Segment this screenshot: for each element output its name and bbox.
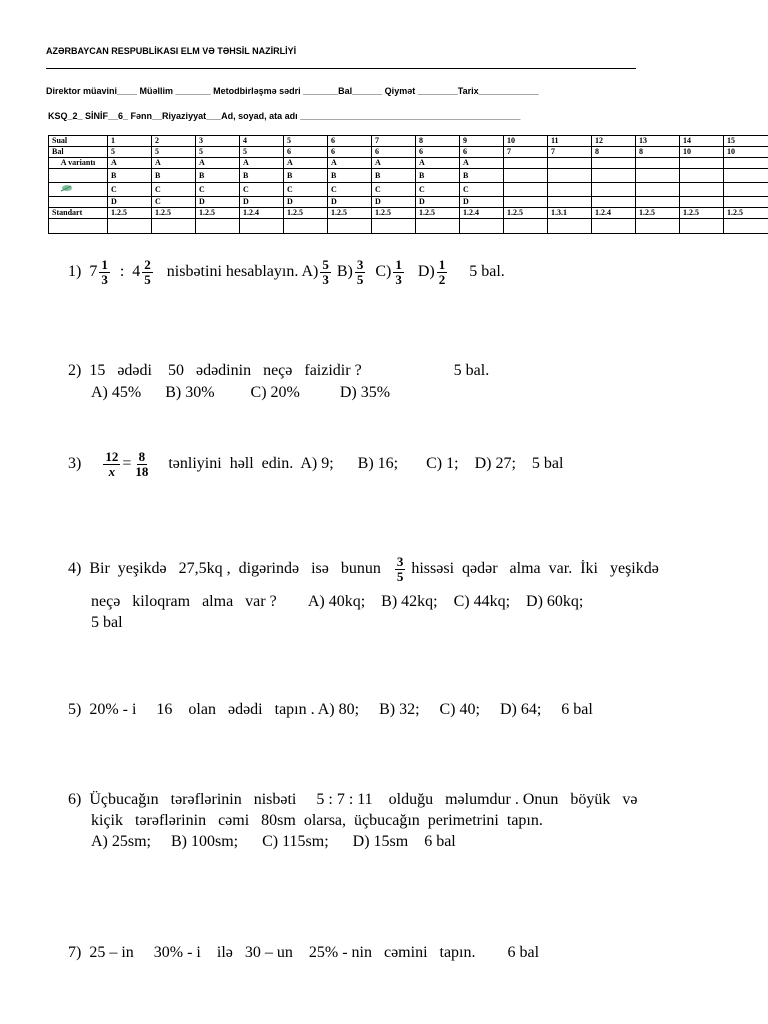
sual-row-cell: 14 (680, 136, 724, 147)
variant-b-row-cell: B (284, 169, 328, 183)
bal-row-cell: 6 (284, 147, 328, 158)
standart-row-cell: 1.2.5 (284, 208, 328, 219)
variant-d-row-cell (548, 197, 592, 208)
variant-b-row-cell: B (240, 169, 284, 183)
bal-row-cell: 6 (460, 147, 504, 158)
variant-b-row-cell: B (108, 169, 152, 183)
variant-a-row-cell: A (240, 158, 284, 169)
variant-b-row (49, 169, 768, 183)
variant-a-row-cell (504, 158, 548, 169)
variant-a-row-cell (592, 158, 636, 169)
variant-a-row-cell: A (152, 158, 196, 169)
standart-row-cell: 1.2.5 (636, 208, 680, 219)
fraction: $\frac{3}{5}$ (396, 554, 404, 584)
question-4-points: 5 bal (91, 614, 123, 631)
fraction: $\frac{3}{5}$ (356, 257, 364, 287)
variant-b-row-cell: B (152, 169, 196, 183)
variant-b-row-cell: B (416, 169, 460, 183)
standart-row-cell: 1.2.5 (724, 208, 768, 219)
variant-d-row-cell: D (108, 197, 152, 208)
standart-row-cell: 1.2.5 (108, 208, 152, 219)
variant-b-row-cell: B (372, 169, 416, 183)
sual-row-cell: 12 (592, 136, 636, 147)
variant-b-row-cell (592, 169, 636, 183)
variant-c-row-cell: C (108, 183, 152, 197)
sual-row-cell: 9 (460, 136, 504, 147)
blank-row (49, 219, 768, 234)
blank-cell (196, 219, 240, 234)
blank-cell (680, 219, 724, 234)
variant-a-row-cell (680, 158, 724, 169)
ministry-title: AZƏRBAYCAN RESPUBLİKASI ELM VƏ TƏHSİL NAZİRLİYİ (46, 46, 297, 56)
signature-line: Direktor müavini____ Müəllim _______ Metodbirləşmə sədri _______Bal______ Qiymət ________Tarix____________ (46, 86, 539, 96)
bal-row-cell: 10 (680, 147, 724, 158)
variant-c-row-cell (504, 183, 548, 197)
blank-cell (548, 219, 592, 234)
variant-b-row-cell: B (460, 169, 504, 183)
question-6-options: A) 25sm; B) 100sm; C) 115sm; D) 15sm 6 bal (91, 833, 456, 850)
variant-a-row-cell: A (460, 158, 504, 169)
variant-d-row-cell (504, 197, 548, 208)
standart-row-cell: 1.3.1 (548, 208, 592, 219)
question-7: 7) 25 – in 30% - i ilə 30 – un 25% - nin cəmini tapın. 6 bal (68, 944, 540, 961)
variant-a-row-cell: A (328, 158, 372, 169)
bal-row-cell: 8 (592, 147, 636, 158)
fraction: $\frac{1}{3}$ (101, 257, 108, 287)
standart-row-cell: 1.2.5 (152, 208, 196, 219)
variant-d-row-label (49, 197, 108, 208)
variant-a-row-cell: A (108, 158, 152, 169)
variant-c-row-cell: C (328, 183, 372, 197)
bal-row-cell: 8 (636, 147, 680, 158)
bal-row-label: Bal (49, 147, 108, 158)
bal-row-cell: 6 (328, 147, 372, 158)
variant-c-row-cell (548, 183, 592, 197)
variant-d-row (49, 197, 768, 208)
fraction: $\frac{2}{5}$ (144, 257, 151, 287)
standart-row (49, 208, 768, 219)
fraction: $\frac{5}{3}$ (322, 257, 329, 287)
blank-cell (108, 219, 152, 234)
blank-cell (152, 219, 196, 234)
bal-row-cell: 5 (240, 147, 284, 158)
variant-a-row (49, 158, 768, 169)
variant-d-row-cell: D (328, 197, 372, 208)
sual-row (49, 136, 768, 147)
variant-a-row-cell (636, 158, 680, 169)
bal-row-cell: 10 (724, 147, 768, 158)
standart-row-cell: 1.2.5 (196, 208, 240, 219)
bal-row-cell: 5 (108, 147, 152, 158)
variant-c-row (49, 183, 768, 197)
variant-b-row-cell: B (196, 169, 240, 183)
variant-c-row-cell (592, 183, 636, 197)
variant-c-row-label (49, 183, 108, 197)
standart-row-label: Standart (49, 208, 108, 219)
fraction: $\frac{1}{2}$ (438, 257, 446, 287)
blank-cell (49, 219, 108, 234)
bal-row-cell: 5 (196, 147, 240, 158)
variant-d-row-cell (592, 197, 636, 208)
sual-row-cell: 2 (152, 136, 196, 147)
sual-row-cell: 13 (636, 136, 680, 147)
question-5: 5) 20% - i 16 olan ədədi tapın . A) 80; B) 32; C) 40; D) 64; 6 bal (68, 701, 593, 718)
variant-a-row-cell: A (196, 158, 240, 169)
variant-d-row-cell: D (372, 197, 416, 208)
standart-row-cell: 1.2.4 (460, 208, 504, 219)
bal-row-cell: 6 (372, 147, 416, 158)
sual-row-cell: 3 (196, 136, 240, 147)
question-2: 2) 15 ədədi 50 ədədinin neçə faizidir ? 5 bal. (68, 362, 490, 379)
sual-row-cell: 11 (548, 136, 592, 147)
question-6: 6) Üçbucağın tərəflərinin nisbəti 5 : 7 : 11 olduğu məlumdur . Onun böyük və (68, 791, 638, 808)
fraction: $\frac{8}{18}$ (135, 449, 149, 479)
blank-cell (240, 219, 284, 234)
bal-row-cell: 5 (152, 147, 196, 158)
variant-c-row-cell (636, 183, 680, 197)
variant-b-row-cell: B (328, 169, 372, 183)
question-1: 1) 7 $\frac{1}{3}$ : 4 $\frac{2}{5}$ nisbətini hesablayın. A) $\frac{5}{3}$ B) $\frac{3}{5}$ C) $\frac{1}{3}$ D) $\frac{1}{2}$ 5 bal. (68, 257, 505, 287)
variant-d-row-cell: D (416, 197, 460, 208)
blank-cell (724, 219, 768, 234)
variant-d-row-cell: D (460, 197, 504, 208)
variant-b-row-cell (724, 169, 768, 183)
blank-cell (460, 219, 504, 234)
standart-row-cell: 1.2.5 (372, 208, 416, 219)
student-info-line: KSQ_2_ SİNİF__6_ Fənn__Riyaziyyat___Ad, soyad, ata adı ____________________________________________ (48, 111, 521, 121)
standart-row-cell: 1.2.4 (592, 208, 636, 219)
sual-row-cell: 4 (240, 136, 284, 147)
standart-row-cell: 1.2.5 (504, 208, 548, 219)
blank-cell (328, 219, 372, 234)
sual-row-cell: 10 (504, 136, 548, 147)
blank-cell (504, 219, 548, 234)
header-divider (46, 68, 636, 69)
variant-b-row-cell (504, 169, 548, 183)
sual-row-cell: 1 (108, 136, 152, 147)
blank-cell (372, 219, 416, 234)
variant-b-row-cell (680, 169, 724, 183)
sual-row-cell: 6 (328, 136, 372, 147)
sual-row-cell: 15 (724, 136, 768, 147)
variant-a-row-label: A variantı (49, 158, 108, 169)
variant-c-row-cell: C (240, 183, 284, 197)
leaf-logo-icon (59, 183, 73, 193)
variant-d-row-cell: D (196, 197, 240, 208)
variant-b-row-cell (548, 169, 592, 183)
variant-c-row-cell: C (372, 183, 416, 197)
variant-d-row-cell: D (284, 197, 328, 208)
bal-row-cell: 6 (416, 147, 460, 158)
variant-c-row-cell: C (416, 183, 460, 197)
answer-table (48, 135, 768, 234)
variant-c-row-cell: C (196, 183, 240, 197)
variant-a-row-cell: A (372, 158, 416, 169)
variant-d-row-cell (636, 197, 680, 208)
question-3: 3) $\frac{12}{x}$ = $\frac{8}{18}$ tənliyini həll edin. A) 9; B) 16; C) 1; D) 27; 5 bal (68, 449, 564, 479)
standart-row-cell: 1.2.5 (680, 208, 724, 219)
variant-c-row-cell (724, 183, 768, 197)
variant-d-row-cell: D (240, 197, 284, 208)
variant-a-row-cell (548, 158, 592, 169)
variant-a-row-cell: A (284, 158, 328, 169)
standart-row-cell: 1.2.5 (328, 208, 372, 219)
variant-c-row-cell: C (460, 183, 504, 197)
standart-row-cell: 1.2.4 (240, 208, 284, 219)
blank-cell (416, 219, 460, 234)
sual-row-label: Sual (49, 136, 108, 147)
question-6-line2: kiçik tərəflərinin cəmi 80sm olarsa, üçbucağın perimetrini tapın. (91, 812, 543, 829)
bal-row (49, 147, 768, 158)
question-4: 4) Bir yeşikdə 27,5kq , digərində isə bunun $\frac{3}{5}$ hissəsi qədər alma var. İki yeşikdə (68, 554, 659, 584)
bal-row-cell: 7 (504, 147, 548, 158)
bal-row-cell: 7 (548, 147, 592, 158)
variant-c-row-cell: C (152, 183, 196, 197)
variant-a-row-cell (724, 158, 768, 169)
standart-row-cell: 1.2.5 (416, 208, 460, 219)
sual-row-cell: 5 (284, 136, 328, 147)
blank-cell (636, 219, 680, 234)
variant-d-row-cell (680, 197, 724, 208)
sual-row-cell: 8 (416, 136, 460, 147)
variant-d-row-cell: C (152, 197, 196, 208)
fraction: $\frac{1}{3}$ (395, 257, 402, 287)
blank-cell (592, 219, 636, 234)
variant-b-row-label (49, 169, 108, 183)
question-2-options: A) 45% B) 30% C) 20% D) 35% (91, 384, 391, 401)
variant-b-row-cell (636, 169, 680, 183)
blank-cell (284, 219, 328, 234)
variant-c-row-cell: C (284, 183, 328, 197)
variant-c-row-cell (680, 183, 724, 197)
sual-row-cell: 7 (372, 136, 416, 147)
variant-d-row-cell (724, 197, 768, 208)
question-4-options: neçə kiloqram alma var ? A) 40kq; B) 42kq; C) 44kq; D) 60kq; (91, 593, 584, 610)
fraction: $\frac{12}{x}$ (105, 449, 119, 479)
variant-a-row-cell: A (416, 158, 460, 169)
